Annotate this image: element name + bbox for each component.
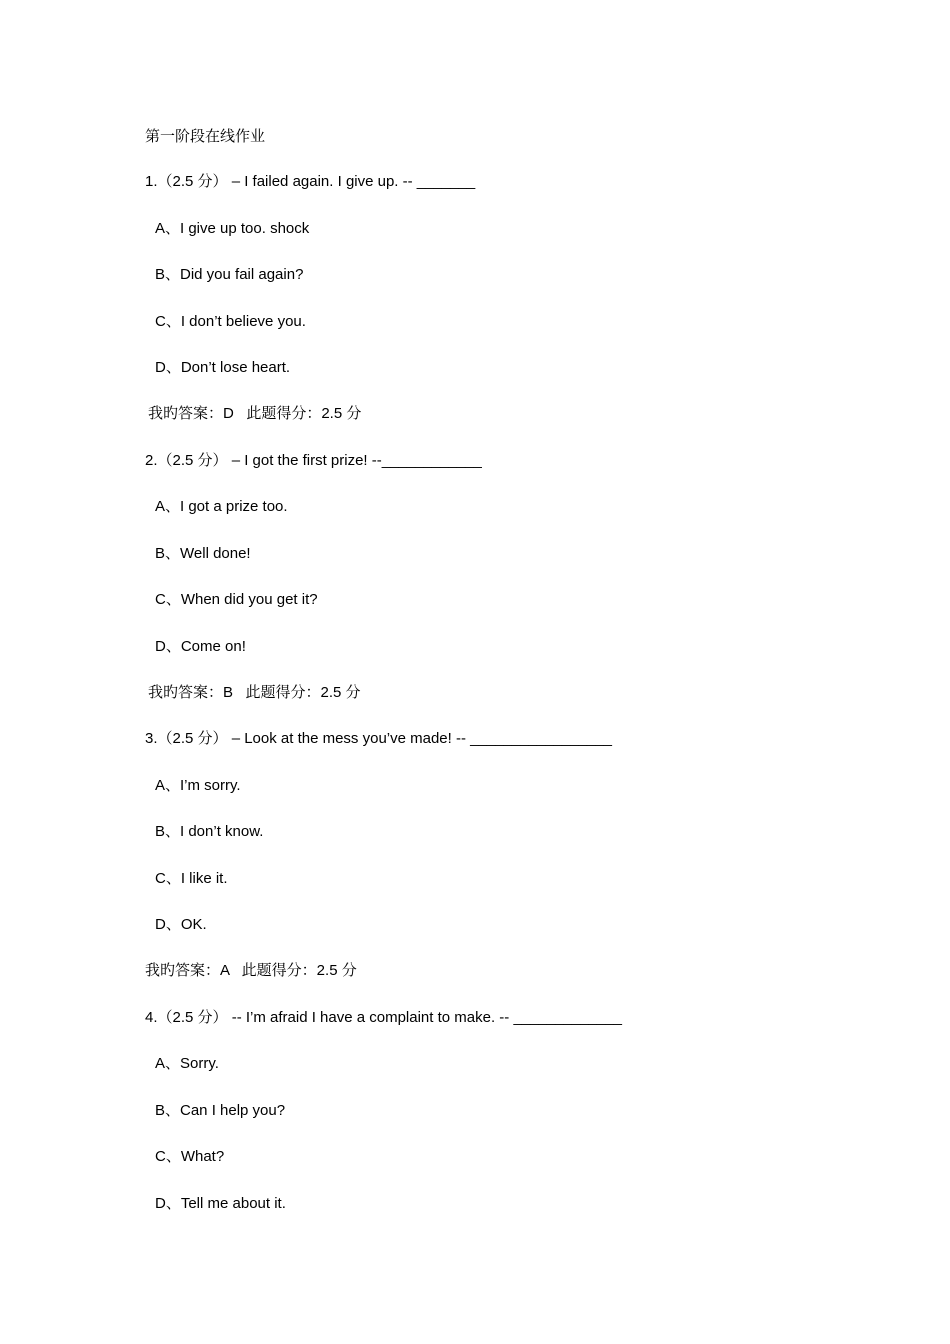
question-prompt: 2.（2.5 分） – I got the first prize! --____________ [145,452,482,469]
option-a: A、Sorry. [155,1055,219,1072]
question-prompt: 1.（2.5 分） – I failed again. I give up. -- _______ [145,173,476,190]
answer-score: 我旳答案：B 此题得分：2.5 分 [148,684,361,701]
option-c: C、I like it. [155,870,228,887]
option-d: D、Come on! [155,638,246,655]
option-d: D、OK. [155,916,207,933]
option-d: D、Tell me about it. [155,1195,286,1212]
option-c: C、I don’t believe you. [155,313,306,330]
option-a: A、I give up too. shock [155,220,310,237]
question-prompt: 4.（2.5 分） -- I’m afraid I have a complaint to make. -- _____________ [145,1009,622,1026]
option-b: B、Did you fail again? [155,266,304,283]
document-title: 第一阶段在线作业 [145,127,266,145]
option-a: A、I’m sorry. [155,777,241,794]
option-c: C、When did you get it? [155,591,318,608]
option-a: A、I got a prize too. [155,498,288,515]
question-prompt: 3.（2.5 分） – Look at the mess you’ve made! -- _________________ [145,730,612,747]
option-c: C、What? [155,1148,225,1165]
option-d: D、Don’t lose heart. [155,359,291,376]
answer-score: 我旳答案：D 此题得分：2.5 分 [148,405,362,422]
option-b: B、Well done! [155,545,251,562]
option-b: B、I don’t know. [155,823,264,840]
option-b: B、Can I help you? [155,1102,286,1119]
answer-score: 我旳答案：A 此题得分：2.5 分 [145,962,357,979]
